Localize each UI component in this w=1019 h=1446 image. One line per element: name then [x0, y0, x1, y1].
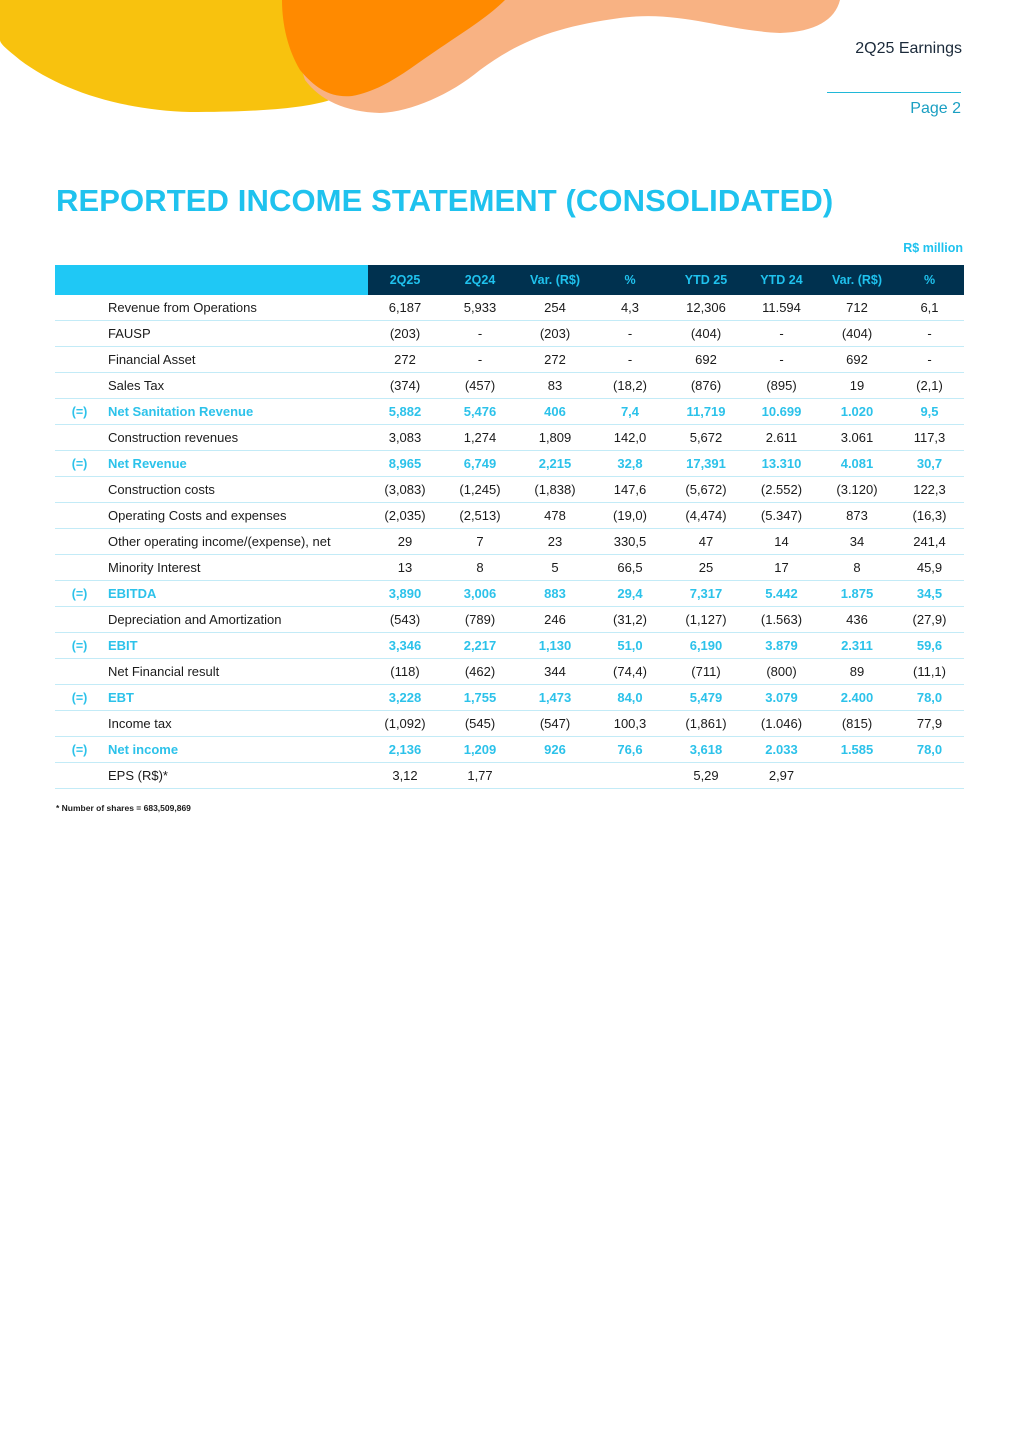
row-label: Sales Tax [104, 373, 368, 399]
row-symbol [55, 607, 104, 633]
value-cell: 17 [744, 555, 819, 581]
value-cell: (1.046) [744, 711, 819, 737]
value-cell: 10.699 [744, 399, 819, 425]
table-row [55, 737, 964, 763]
value-cell: - [744, 347, 819, 373]
row-label: EBITDA [104, 581, 368, 607]
value-cell: 78,0 [895, 737, 964, 763]
value-cell: 2,217 [442, 633, 518, 659]
value-cell: 3,228 [368, 685, 442, 711]
row-symbol [55, 321, 104, 347]
header-divider [827, 92, 961, 93]
value-cell: 5,476 [442, 399, 518, 425]
row-label: Net Financial result [104, 659, 368, 685]
row-label: Net Revenue [104, 451, 368, 477]
value-cell: (18,2) [592, 373, 668, 399]
document-title: 2Q25 Earnings [855, 40, 962, 57]
value-cell: 78,0 [895, 685, 964, 711]
value-cell: (404) [668, 321, 744, 347]
value-cell: (5,672) [668, 477, 744, 503]
value-cell: 30,7 [895, 451, 964, 477]
value-cell: 712 [819, 295, 895, 321]
value-cell: (876) [668, 373, 744, 399]
value-cell: 83 [518, 373, 592, 399]
value-cell: 5,672 [668, 425, 744, 451]
value-cell: 5 [518, 555, 592, 581]
value-cell: (1.563) [744, 607, 819, 633]
row-symbol [55, 763, 104, 789]
column-header: 2Q25 [368, 265, 442, 295]
value-cell: 1.020 [819, 399, 895, 425]
value-cell: 436 [819, 607, 895, 633]
value-cell: - [744, 321, 819, 347]
table-row [55, 399, 964, 425]
row-label: Net income [104, 737, 368, 763]
value-cell: 142,0 [592, 425, 668, 451]
row-label: Depreciation and Amortization [104, 607, 368, 633]
table-row [55, 685, 964, 711]
table-row [55, 607, 964, 633]
value-cell [592, 763, 668, 789]
value-cell: 6,1 [895, 295, 964, 321]
value-cell: 7,317 [668, 581, 744, 607]
header-decoration [0, 0, 860, 125]
row-label: Construction costs [104, 477, 368, 503]
value-cell: 34,5 [895, 581, 964, 607]
header-label-cell [104, 265, 368, 295]
row-label: Minority Interest [104, 555, 368, 581]
value-cell: (16,3) [895, 503, 964, 529]
row-symbol: (=) [55, 737, 104, 763]
value-cell: 29 [368, 529, 442, 555]
row-label: EBT [104, 685, 368, 711]
page-title: REPORTED INCOME STATEMENT (CONSOLIDATED) [56, 183, 834, 218]
value-cell: 478 [518, 503, 592, 529]
value-cell: 1,77 [442, 763, 518, 789]
row-symbol [55, 555, 104, 581]
value-cell: 45,9 [895, 555, 964, 581]
value-cell: 77,9 [895, 711, 964, 737]
column-header: YTD 25 [668, 265, 744, 295]
value-cell: 3,618 [668, 737, 744, 763]
value-cell: 1.875 [819, 581, 895, 607]
value-cell: (374) [368, 373, 442, 399]
value-cell: 241,4 [895, 529, 964, 555]
value-cell: 2.033 [744, 737, 819, 763]
value-cell: - [895, 321, 964, 347]
value-cell: 19 [819, 373, 895, 399]
value-cell: 406 [518, 399, 592, 425]
row-symbol [55, 477, 104, 503]
table-row [55, 763, 964, 789]
row-symbol [55, 425, 104, 451]
value-cell: 883 [518, 581, 592, 607]
value-cell: 3,890 [368, 581, 442, 607]
unit-label: R$ million [903, 241, 963, 255]
value-cell: 1,473 [518, 685, 592, 711]
table-row [55, 529, 964, 555]
value-cell: (895) [744, 373, 819, 399]
value-cell: 4.081 [819, 451, 895, 477]
value-cell: 5,29 [668, 763, 744, 789]
value-cell: - [895, 347, 964, 373]
value-cell: 4,3 [592, 295, 668, 321]
value-cell: 2.611 [744, 425, 819, 451]
value-cell: - [592, 347, 668, 373]
yellow-blob-shape [0, 0, 330, 112]
value-cell: 25 [668, 555, 744, 581]
value-cell: 5,933 [442, 295, 518, 321]
value-cell: 147,6 [592, 477, 668, 503]
value-cell: 873 [819, 503, 895, 529]
value-cell: 51,0 [592, 633, 668, 659]
value-cell: 59,6 [895, 633, 964, 659]
value-cell: (789) [442, 607, 518, 633]
value-cell: (5.347) [744, 503, 819, 529]
page-number: Page 2 [910, 100, 961, 117]
value-cell: (19,0) [592, 503, 668, 529]
column-header: 2Q24 [442, 265, 518, 295]
value-cell: (547) [518, 711, 592, 737]
value-cell: 5,882 [368, 399, 442, 425]
value-cell: (2.552) [744, 477, 819, 503]
row-label: Net Sanitation Revenue [104, 399, 368, 425]
value-cell: (74,4) [592, 659, 668, 685]
table-row [55, 659, 964, 685]
value-cell: (1,245) [442, 477, 518, 503]
row-label: Construction revenues [104, 425, 368, 451]
income-statement-table [55, 265, 964, 789]
row-symbol: (=) [55, 581, 104, 607]
value-cell: 254 [518, 295, 592, 321]
value-cell: 17,391 [668, 451, 744, 477]
value-cell: 3.079 [744, 685, 819, 711]
value-cell: 2.311 [819, 633, 895, 659]
row-symbol: (=) [55, 685, 104, 711]
value-cell: 1,209 [442, 737, 518, 763]
row-symbol: (=) [55, 633, 104, 659]
value-cell: 8 [442, 555, 518, 581]
value-cell: 926 [518, 737, 592, 763]
value-cell: 5,479 [668, 685, 744, 711]
value-cell: 8,965 [368, 451, 442, 477]
value-cell: 3,083 [368, 425, 442, 451]
column-header: % [895, 265, 964, 295]
value-cell: (404) [819, 321, 895, 347]
value-cell: 84,0 [592, 685, 668, 711]
value-cell: 122,3 [895, 477, 964, 503]
value-cell: (1,838) [518, 477, 592, 503]
value-cell: 8 [819, 555, 895, 581]
value-cell: 1.585 [819, 737, 895, 763]
row-symbol [55, 659, 104, 685]
value-cell: 6,190 [668, 633, 744, 659]
value-cell: 1,130 [518, 633, 592, 659]
value-cell: 14 [744, 529, 819, 555]
value-cell [518, 763, 592, 789]
value-cell: 1,809 [518, 425, 592, 451]
value-cell: - [442, 321, 518, 347]
row-label: Income tax [104, 711, 368, 737]
value-cell: 12,306 [668, 295, 744, 321]
row-symbol [55, 373, 104, 399]
value-cell: 330,5 [592, 529, 668, 555]
row-label: Other operating income/(expense), net [104, 529, 368, 555]
table-row [55, 633, 964, 659]
value-cell: 6,187 [368, 295, 442, 321]
value-cell: (2,1) [895, 373, 964, 399]
value-cell: 76,6 [592, 737, 668, 763]
row-label: Financial Asset [104, 347, 368, 373]
value-cell: (3,083) [368, 477, 442, 503]
value-cell: 2.400 [819, 685, 895, 711]
value-cell: (545) [442, 711, 518, 737]
value-cell: 47 [668, 529, 744, 555]
value-cell: (2,513) [442, 503, 518, 529]
value-cell: 7,4 [592, 399, 668, 425]
value-cell: 2,97 [744, 763, 819, 789]
value-cell: 13.310 [744, 451, 819, 477]
value-cell: - [442, 347, 518, 373]
value-cell: 2,136 [368, 737, 442, 763]
footnote: * Number of shares = 683,509,869 [56, 803, 191, 813]
table-row [55, 373, 964, 399]
value-cell: 117,3 [895, 425, 964, 451]
table-row [55, 711, 964, 737]
value-cell: 1,755 [442, 685, 518, 711]
table-row [55, 451, 964, 477]
row-symbol [55, 711, 104, 737]
value-cell: 29,4 [592, 581, 668, 607]
row-label: FAUSP [104, 321, 368, 347]
value-cell: 3,006 [442, 581, 518, 607]
table-row [55, 477, 964, 503]
row-label: EBIT [104, 633, 368, 659]
table-row [55, 555, 964, 581]
value-cell: 246 [518, 607, 592, 633]
column-header: % [592, 265, 668, 295]
value-cell: 344 [518, 659, 592, 685]
value-cell: (1,092) [368, 711, 442, 737]
value-cell: 11.594 [744, 295, 819, 321]
table-row [55, 347, 964, 373]
value-cell: (27,9) [895, 607, 964, 633]
value-cell: 1,274 [442, 425, 518, 451]
value-cell: 32,8 [592, 451, 668, 477]
value-cell: (31,2) [592, 607, 668, 633]
value-cell: 9,5 [895, 399, 964, 425]
value-cell: (2,035) [368, 503, 442, 529]
value-cell: (711) [668, 659, 744, 685]
row-symbol: (=) [55, 399, 104, 425]
header-symbol-cell [55, 265, 104, 295]
value-cell: 3.879 [744, 633, 819, 659]
row-label: Operating Costs and expenses [104, 503, 368, 529]
value-cell: (118) [368, 659, 442, 685]
value-cell: (3.120) [819, 477, 895, 503]
table-row [55, 581, 964, 607]
value-cell: 23 [518, 529, 592, 555]
value-cell: 2,215 [518, 451, 592, 477]
value-cell: 7 [442, 529, 518, 555]
value-cell: 11,719 [668, 399, 744, 425]
row-label: EPS (R$)* [104, 763, 368, 789]
table-row [55, 503, 964, 529]
table-row [55, 321, 964, 347]
value-cell: (203) [368, 321, 442, 347]
value-cell: (457) [442, 373, 518, 399]
value-cell: (1,127) [668, 607, 744, 633]
value-cell: 34 [819, 529, 895, 555]
column-header: YTD 24 [744, 265, 819, 295]
table-row [55, 295, 964, 321]
value-cell: - [592, 321, 668, 347]
value-cell: 100,3 [592, 711, 668, 737]
value-cell: 89 [819, 659, 895, 685]
value-cell: (4,474) [668, 503, 744, 529]
value-cell: (543) [368, 607, 442, 633]
value-cell: (462) [442, 659, 518, 685]
row-symbol: (=) [55, 451, 104, 477]
value-cell: 13 [368, 555, 442, 581]
row-symbol [55, 529, 104, 555]
value-cell: 6,749 [442, 451, 518, 477]
value-cell: (1,861) [668, 711, 744, 737]
value-cell: 5.442 [744, 581, 819, 607]
column-header: Var. (R$) [819, 265, 895, 295]
row-symbol [55, 347, 104, 373]
row-label: Revenue from Operations [104, 295, 368, 321]
value-cell: 272 [518, 347, 592, 373]
value-cell: (800) [744, 659, 819, 685]
value-cell: (11,1) [895, 659, 964, 685]
value-cell: 66,5 [592, 555, 668, 581]
value-cell [819, 763, 895, 789]
table-header-row [55, 265, 964, 295]
value-cell: (203) [518, 321, 592, 347]
value-cell [895, 763, 964, 789]
value-cell: (815) [819, 711, 895, 737]
row-symbol [55, 503, 104, 529]
table-row [55, 425, 964, 451]
value-cell: 272 [368, 347, 442, 373]
value-cell: 3,12 [368, 763, 442, 789]
value-cell: 3.061 [819, 425, 895, 451]
value-cell: 3,346 [368, 633, 442, 659]
value-cell: 692 [819, 347, 895, 373]
column-header: Var. (R$) [518, 265, 592, 295]
row-symbol [55, 295, 104, 321]
value-cell: 692 [668, 347, 744, 373]
